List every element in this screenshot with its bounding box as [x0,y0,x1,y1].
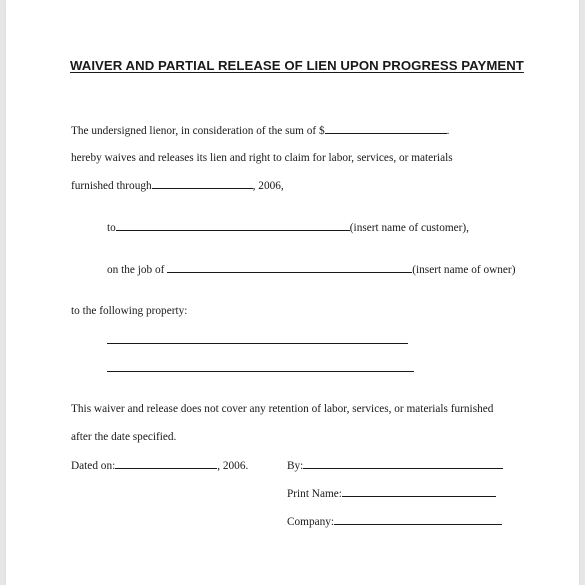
company-field[interactable] [334,514,502,525]
dated-label: Dated on: [71,460,116,472]
owner-label: on the job of [107,264,165,276]
print-name-label: Print Name: [287,488,342,500]
date-specified-line: after the date specified. [71,431,177,443]
dated-field[interactable] [115,458,217,469]
by-line [287,458,503,473]
document-title: WAIVER AND PARTIAL RELEASE OF LIEN UPON PROGRESS PAYMENT [70,58,524,73]
dated-year: , 2006. [217,460,249,472]
consideration-line [71,123,450,138]
print-name-line [287,486,496,501]
company-label: Company: [287,516,335,528]
company-line [287,514,502,529]
furnished-through-label: furnished through [71,180,152,192]
owner-name-field[interactable] [167,262,412,273]
owner-line [107,262,515,277]
dated-line [71,458,248,473]
print-name-field[interactable] [342,486,496,497]
sum-field[interactable] [325,123,447,134]
property-label: to the following property: [71,305,188,317]
customer-label: to [107,222,116,234]
furnished-through-date-field[interactable] [152,178,253,189]
customer-name-field[interactable] [116,220,350,231]
retention-clause-line: This waiver and release does not cover any retention of labor, services, or materials furnished [71,403,494,415]
furnished-through-line [71,178,284,193]
by-label: By: [287,460,304,472]
document-page [6,0,579,585]
owner-hint: (insert name of owner) [412,264,516,276]
waiver-statement-line: hereby waives and releases its lien and right to claim for labor, services, or materials [71,152,453,164]
property-field-1[interactable] [107,343,408,344]
consideration-text: The undersigned lienor, in consideration of the sum of $ [71,125,325,137]
consideration-period: . [446,125,450,137]
customer-hint: (insert name of customer), [349,222,469,234]
by-signature-field[interactable] [303,458,503,469]
furnished-through-year: , 2006, [252,180,284,192]
customer-line [107,220,469,235]
property-field-2[interactable] [107,371,414,372]
